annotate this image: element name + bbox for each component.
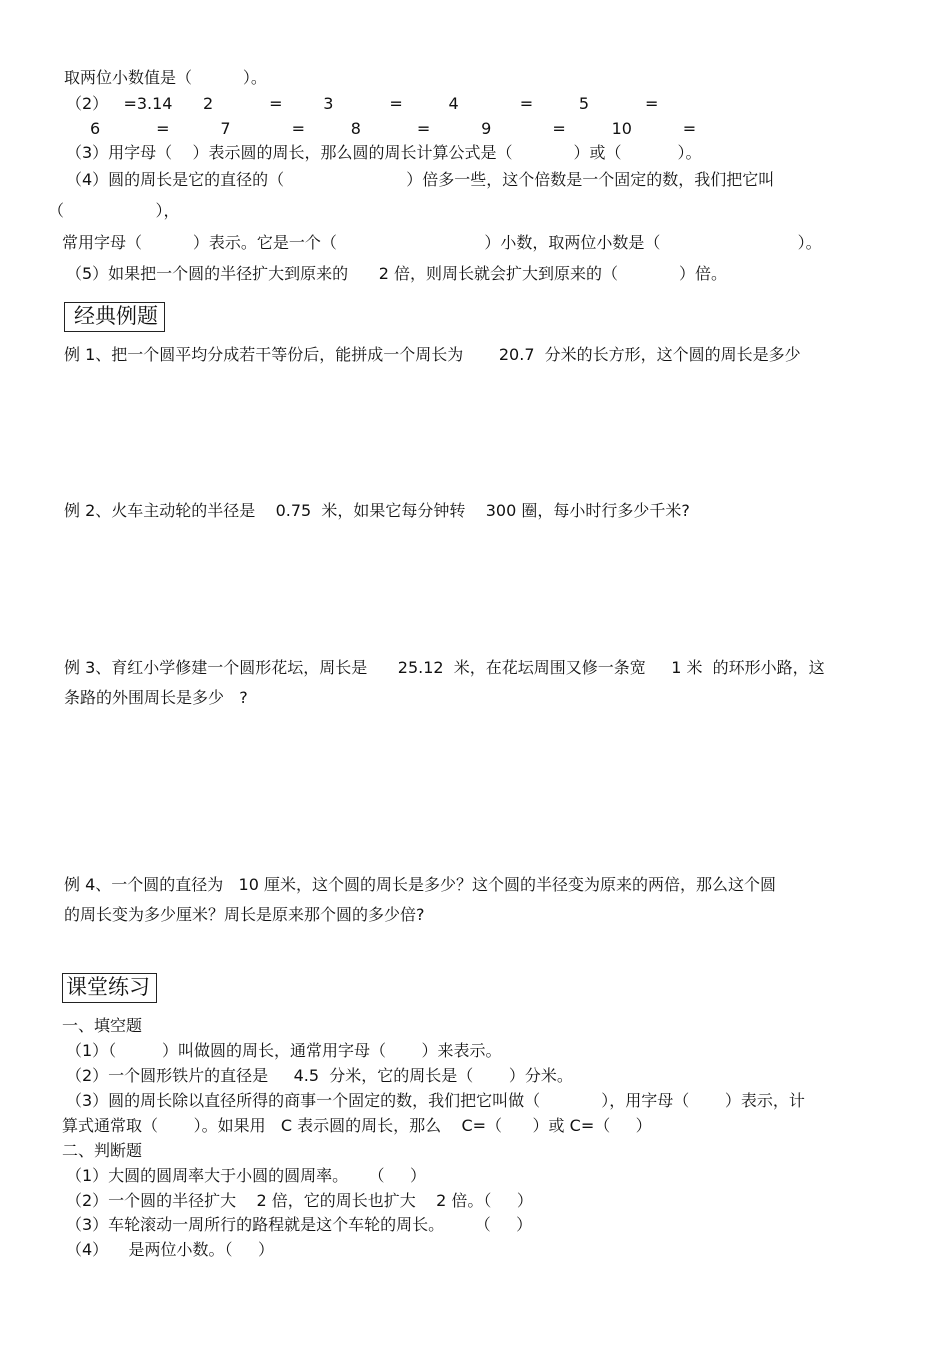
practice-j1: （1）大圆的圆周率大于小圆的圆周率。 （ ） — [66, 1166, 426, 1185]
example-2: 例 2、火车主动轮的半径是 0.75 米，如果它每分钟转 300 圈，每小时行多少千米? — [64, 501, 690, 520]
fill-line-8: （5）如果把一个圆的半径扩大到原来的 2 倍，则周长就会扩大到原来的（ ）倍。 — [66, 264, 727, 283]
practice-judge-title: 二、判断题 — [62, 1141, 143, 1160]
example-3-line-2: 条路的外围周长是多少 ? — [64, 688, 248, 707]
fill-line-1: 取两位小数值是（ ）。 — [64, 68, 267, 87]
fill-line-6: （ ）， — [48, 201, 180, 220]
practice-fill-title: 一、填空题 — [62, 1016, 143, 1035]
practice-q2: （2）一个圆形铁片的直径是 4.5 分米，它的周长是（ ）分米。 — [66, 1066, 573, 1085]
fill-line-7: 常用字母（ ）表示。它是一个（ ）小数，取两位小数是（ ）。 — [62, 233, 822, 252]
example-3-line-1: 例 3、育红小学修建一个圆形花坛，周长是 25.12 米，在花坛周围又修一条宽 1 米 的环形小路，这 — [64, 658, 825, 677]
practice-q3-line-2: 算式通常取（ ）。如果用 C 表示圆的周长，那么 C=（ ）或 C=（ ） — [62, 1116, 652, 1135]
practice-q3-line-1: （3）圆的周长除以直径所得的商事一个固定的数，我们把它叫做（ ），用字母（ ）表示，计 — [66, 1091, 805, 1110]
fill-line-4: （3）用字母（ ）表示圆的周长，那么圆的周长计算公式是（ ）或（ ）。 — [66, 143, 702, 162]
example-4-line-1: 例 4、一个圆的直径为 10 厘米，这个圆的周长是多少？这个圆的半径变为原来的两倍，那么这个圆 — [64, 875, 776, 894]
practice-j3: （3）车轮滚动一周所行的路程就是这个车轮的周长。 （ ） — [66, 1215, 533, 1234]
fill-line-3: 6 = 7 = 8 = 9 = 10 = — [90, 119, 697, 138]
practice-heading: 课堂练习 — [62, 973, 157, 1003]
practice-q1: （1）（ ）叫做圆的周长，通常用字母（ ）来表示。 — [66, 1041, 502, 1060]
fill-line-2: （2） =3.14 2 = 3 = 4 = 5 = — [66, 94, 659, 113]
fill-line-5: （4）圆的周长是它的直径的（ ）倍多一些，这个倍数是一个固定的数，我们把它叫 — [66, 170, 775, 189]
practice-j2: （2）一个圆的半径扩大 2 倍，它的周长也扩大 2 倍。（ ） — [66, 1191, 533, 1210]
examples-heading: 经典例题 — [64, 302, 165, 332]
example-4-line-2: 的周长变为多少厘米？周长是原来那个圆的多少倍? — [64, 905, 425, 924]
practice-j4: （4） 是两位小数。（ ） — [66, 1240, 274, 1259]
example-1: 例 1、把一个圆平均分成若干等份后，能拼成一个周长为 20.7 分米的长方形，这个圆的周长是多少 — [64, 345, 801, 364]
